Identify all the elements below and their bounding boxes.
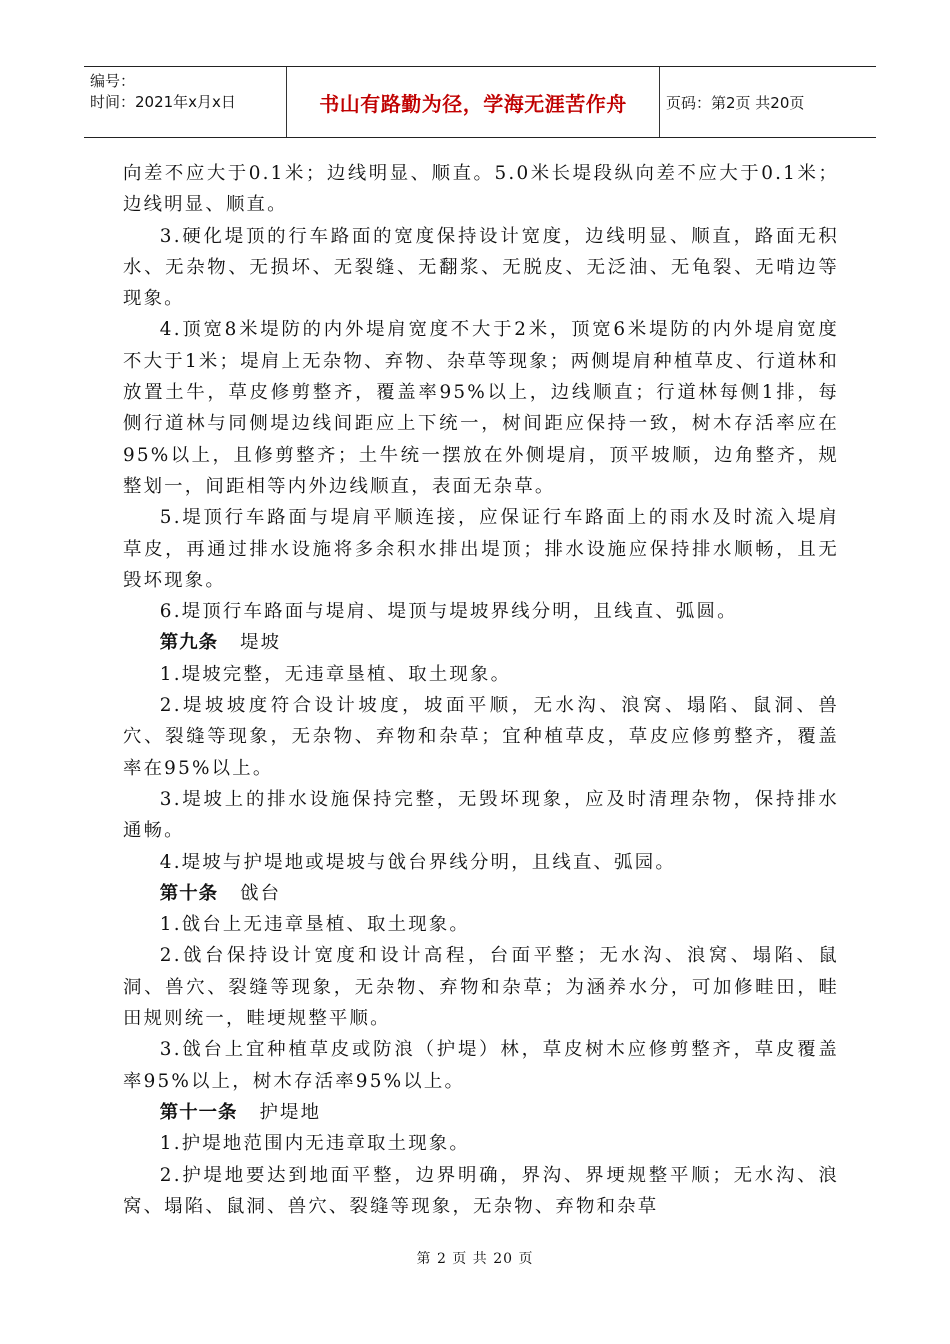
article-heading	[123, 878, 839, 909]
paragraph: 2.戗台保持设计宽度和设计高程，台面平整；无水沟、浪窝、塌陷、鼠洞、兽穴、裂缝等现象，无杂物、弃物和杂草；为涵养水分，可加修畦田，畦田规则统一，畦埂规整平顺。	[123, 945, 839, 1030]
paragraph: 2.堤坡坡度符合设计坡度，坡面平顺，无水沟、浪窝、塌陷、鼠洞、兽穴、裂缝等现象，无杂物、弃物和杂草；宜种植草皮，草皮应修剪整齐，覆盖率在95%以上。	[123, 695, 839, 779]
header-divider	[659, 67, 660, 137]
header-motto: 书山有路勤为径，学海无涯苦作舟	[319, 91, 627, 116]
paragraph: 5.堤顶行车路面与堤肩平顺连接，应保证行车路面上的雨水及时流入堤肩草皮，再通过排水设施将多余积水排出堤顶；排水设施应保持排水顺畅，且无毁坏现象。	[123, 507, 839, 591]
paragraph: 1.护堤地范围内无违章取土现象。	[159, 1133, 471, 1155]
document-body	[123, 158, 839, 1222]
article-title: 护堤地	[259, 1101, 322, 1123]
paragraph: 4.顶宽8米堤防的内外堤肩宽度不大于2米，顶宽6米堤防的内外堤肩宽度不大于1米；堤肩上无杂物、弃物、杂草等现象；两侧堤肩种植草皮、行道林和放置土牛，草皮修剪整齐，覆盖率95%以上，边线顺直；行道林每侧1排，每侧行道林与同侧堤边线间距应上下统一，树间距应保持一致，树木存活率应在95%以上，且修剪整齐；土牛统一摆放在外侧堤肩，顶平坡顺，边角整齐，规整划一，间距相等内外边线顺直，表面无杂草。	[123, 319, 839, 497]
paragraph: 3.硬化堤顶的行车路面的宽度保持设计宽度，边线明显、顺直，路面无积水、无杂物、无损坏、无裂缝、无翻浆、无脱皮、无泛油、无龟裂、无啃边等现象。	[123, 225, 839, 310]
paragraph: 3.堤坡上的排水设施保持完整，无毁坏现象，应及时清理杂物，保持排水通畅。	[123, 788, 839, 842]
article-label: 第十一条	[159, 1101, 238, 1123]
paragraph: 3.戗台上宜种植草皮或防浪（护堤）林，草皮树木应修剪整齐，草皮覆盖率95%以上，树木存活率95%以上。	[123, 1039, 839, 1092]
paragraph: 2.护堤地要达到地面平整，边界明确，界沟、界埂规整平顺；无水沟、浪窝、塌陷、鼠洞、兽穴、裂缝等现象，无杂物、弃物和杂草	[123, 1164, 839, 1217]
paragraph: 4.堤坡与护堤地或堤坡与戗台界线分明，且线直、弧园。	[159, 851, 676, 873]
paragraph: 1.戗台上无违章垦植、取土现象。	[159, 914, 471, 936]
article-label: 第九条	[159, 632, 218, 654]
article-title: 堤坡	[240, 632, 282, 654]
article-label: 第十条	[159, 882, 218, 904]
document-number-label: 编号：	[90, 72, 136, 90]
article-heading	[123, 1097, 839, 1128]
article-heading	[123, 627, 839, 658]
header-meta	[90, 71, 280, 113]
document-date: 时间：2021年x月x日	[90, 93, 236, 111]
page-header	[84, 66, 876, 138]
page-footer: 第 2 页 共 20 页	[416, 1251, 534, 1267]
paragraph: 向差不应大于0.1米；边线明显、顺直。5.0米长堤段纵向差不应大于0.1米；边线明显、顺直。	[123, 163, 839, 216]
paragraph: 1.堤坡完整，无违章垦植、取土现象。	[159, 663, 512, 685]
header-page-info: 页码：第2页 共20页	[666, 93, 805, 112]
paragraph: 6.堤顶行车路面与堤肩、堤顶与堤坡界线分明，且线直、弧圆。	[159, 601, 738, 623]
article-title: 戗台	[240, 882, 282, 904]
